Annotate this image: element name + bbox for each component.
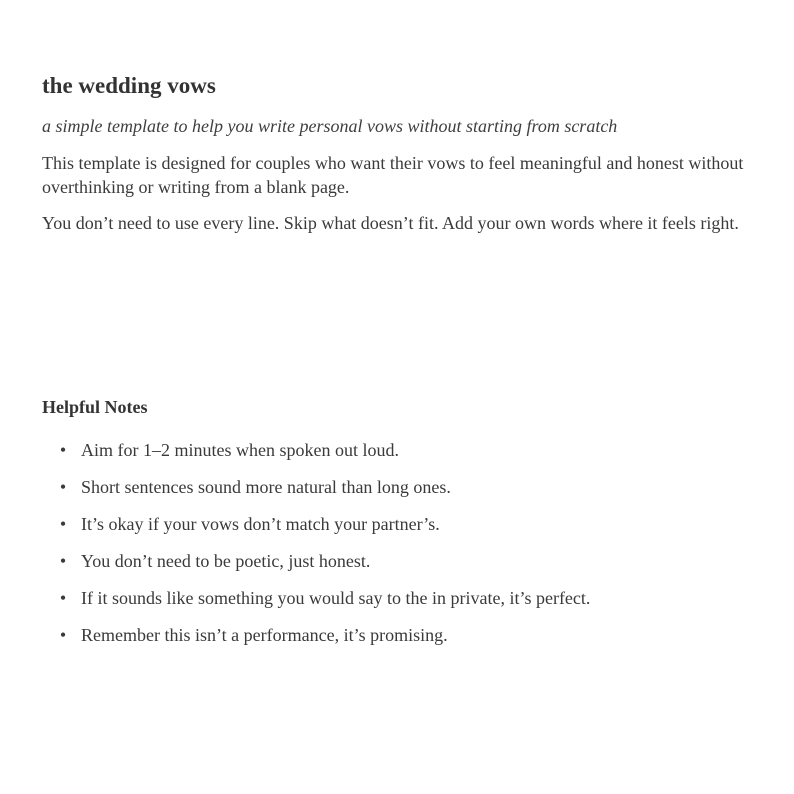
- note-text: Short sentences sound more natural than long ones.: [81, 477, 451, 497]
- bullet-icon: •: [59, 588, 67, 608]
- document-subtitle: a simple template to help you write personal vows without starting from scratch: [42, 116, 618, 136]
- note-text: If it sounds like something you would say to the in private, it’s perfect.: [81, 588, 591, 608]
- note-text: Aim for 1–2 minutes when spoken out loud.: [81, 440, 399, 460]
- bullet-icon: •: [59, 625, 67, 645]
- bullet-icon: •: [59, 514, 67, 534]
- note-text: Remember this isn’t a performance, it’s promising.: [81, 625, 448, 645]
- bullet-icon: •: [59, 551, 67, 571]
- guidance-paragraph: You don’t need to use every line. Skip what doesn’t fit. Add your own words where it feels right.: [42, 213, 739, 233]
- helpful-notes-heading: Helpful Notes: [42, 397, 148, 417]
- note-text: It’s okay if your vows don’t match your partner’s.: [81, 514, 440, 534]
- note-text: You don’t need to be poetic, just honest.: [81, 551, 371, 571]
- intro-paragraph: This template is designed for couples who want their vows to feel meaningful and honest without overthinking or writing from a blank page.: [42, 153, 744, 197]
- bullet-icon: •: [59, 440, 67, 460]
- document-title: the wedding vows: [42, 73, 216, 98]
- bullet-icon: •: [59, 477, 67, 497]
